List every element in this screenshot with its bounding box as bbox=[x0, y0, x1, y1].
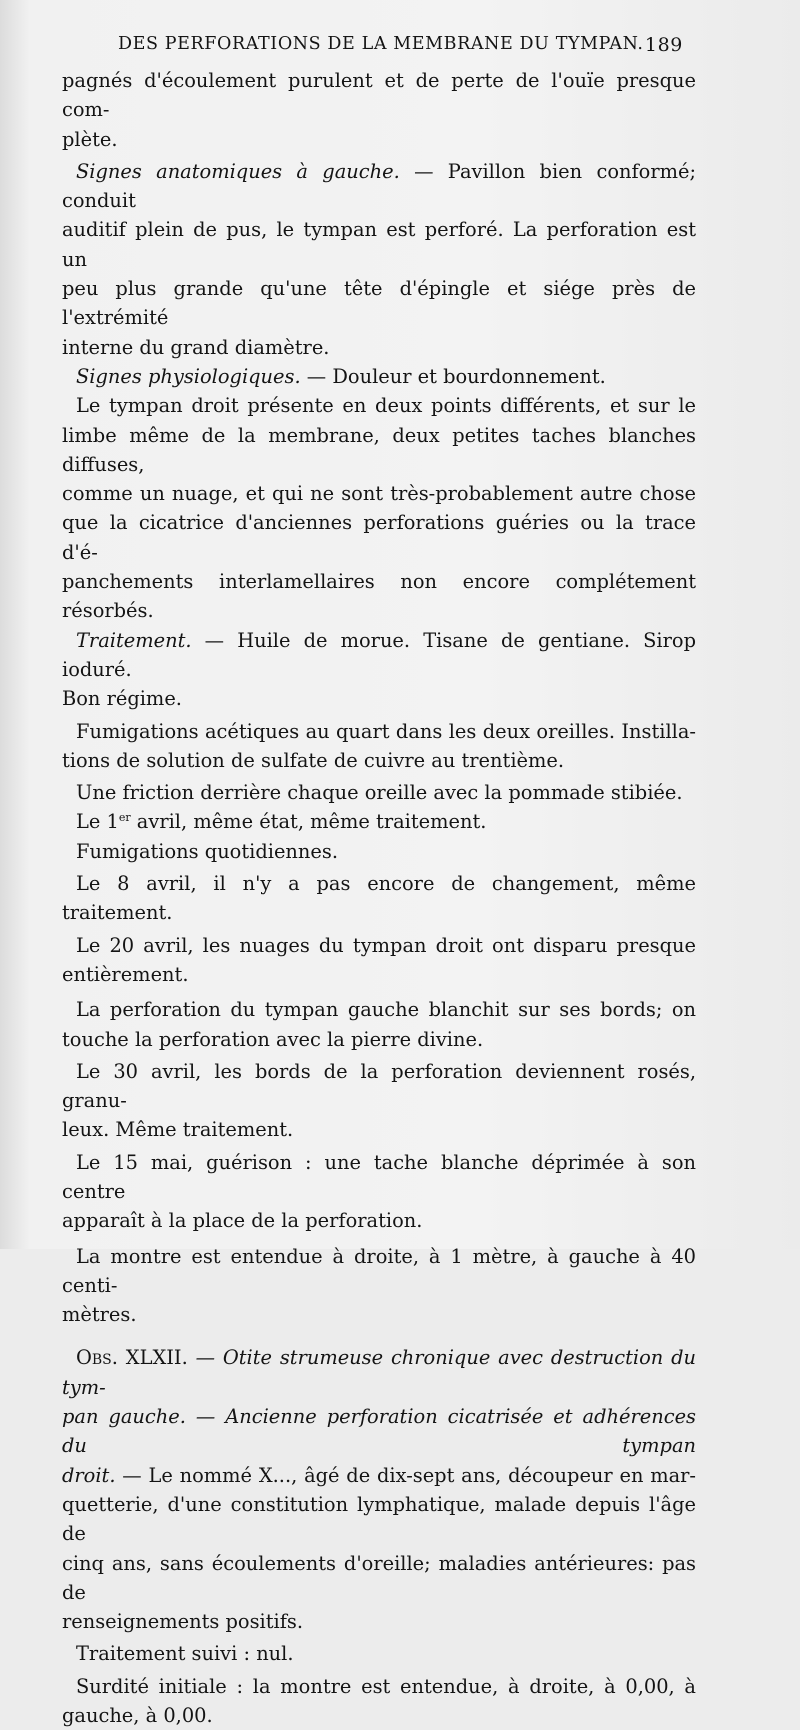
text-line: Signes anatomiques à gauche. — Pavillon bien conformé; conduit bbox=[62, 159, 696, 213]
text-line: apparaît à la place de la perforation. bbox=[62, 1209, 423, 1233]
page-number: 189 bbox=[644, 34, 683, 56]
text-line: Le tympan droit présente en deux points différents, et sur le bbox=[76, 394, 696, 418]
section-label: Signes physiologiques. bbox=[76, 364, 301, 388]
text-line: que la cicatrice d'anciennes perforations guéries ou la trace d'é- bbox=[62, 511, 696, 564]
text-line: Le 30 avril, les bords de la perforation deviennent rosés, granu- bbox=[62, 1059, 696, 1113]
text-line: limbe même de la membrane, deux petites taches blanches diffuses, bbox=[62, 423, 696, 476]
text-line: Le 8 avril, il n'y a pas encore de changement, même traitement. bbox=[62, 872, 696, 925]
text-line: touche la perforation avec la pierre divine. bbox=[62, 1027, 484, 1051]
text-line: tions de solution de sulfate de cuivre au trentième. bbox=[62, 748, 565, 772]
text-line: Traitement suivi : nul. bbox=[76, 1642, 294, 1666]
text-line: droit. — Le nommé X..., âgé de dix-sept ans, découpeur en mar- bbox=[62, 1463, 696, 1487]
text-line: renseignements positifs. bbox=[62, 1610, 304, 1634]
text-line: pan gauche. — Ancienne perforation cicatrisée et adhérences du tympan bbox=[62, 1405, 696, 1458]
text-line: entièrement. bbox=[62, 962, 189, 986]
section-label: Signes anatomiques à gauche. bbox=[76, 159, 400, 183]
text-line: leux. Même traitement. bbox=[62, 1118, 294, 1142]
text-line: cinq ans, sans écoulements d'oreille; maladies antérieures: pas de bbox=[62, 1551, 696, 1604]
observation-number: Obs. XLXII. bbox=[76, 1346, 188, 1370]
text-line: Fumigations quotidiennes. bbox=[76, 839, 339, 863]
text-line: plète. bbox=[62, 127, 118, 151]
text-line: Signes physiologiques. — Douleur et bourdonnement. bbox=[76, 364, 606, 388]
text-line: Une friction derrière chaque oreille avec la pommade stibiée. bbox=[76, 781, 683, 805]
text-line: Surdité initiale : la montre est entendue, à droite, à 0,00, à bbox=[76, 1674, 696, 1698]
text-line: gauche, à 0,00. bbox=[62, 1704, 213, 1728]
text-line: pagnés d'écoulement purulent et de perte de l'ouïe presque com- bbox=[62, 69, 696, 122]
text-line: auditif plein de pus, le tympan est perforé. La perforation est un bbox=[62, 218, 696, 271]
text-line: Le 20 avril, les nuages du tympan droit ont disparu presque bbox=[76, 933, 696, 957]
text-line: Obs. XLXII. — Otite strumeuse chronique avec destruction du tym- bbox=[62, 1346, 696, 1399]
text-line: La montre est entendue à droite, à 1 mètre, à gauche à 40 centi- bbox=[62, 1244, 696, 1297]
section-label: Traitement. bbox=[76, 628, 192, 652]
text-line: Fumigations acétiques au quart dans les deux oreilles. Instilla- bbox=[76, 719, 696, 743]
running-title: DES PERFORATIONS DE LA MEMBRANE DU TYMPAN. bbox=[118, 34, 644, 54]
text-line: interne du grand diamètre. bbox=[62, 335, 330, 359]
text-line: peu plus grande qu'une tête d'épingle et siége près de l'extrémité bbox=[62, 277, 696, 330]
page-body bbox=[62, 66, 696, 1730]
text-line: La perforation du tympan gauche blanchit sur ses bords; on bbox=[76, 998, 696, 1022]
text-line: Le 1er avril, même état, même traitement. bbox=[76, 810, 487, 834]
text-line: comme un nuage, et qui ne sont très-probablement autre chose bbox=[62, 482, 696, 506]
text-line: Le 15 mai, guérison : une tache blanche déprimée à son centre bbox=[62, 1150, 696, 1203]
running-header bbox=[118, 34, 718, 58]
text-line: Bon régime. bbox=[62, 687, 182, 711]
text-line: Traitement. — Huile de morue. Tisane de gentiane. Sirop ioduré. bbox=[62, 628, 696, 681]
text-line: mètres. bbox=[62, 1303, 137, 1327]
text-line: quetterie, d'une constitution lymphatique, malade depuis l'âge de bbox=[62, 1492, 696, 1546]
text-line: panchements interlamellaires non encore complétement résorbés. bbox=[62, 570, 696, 623]
